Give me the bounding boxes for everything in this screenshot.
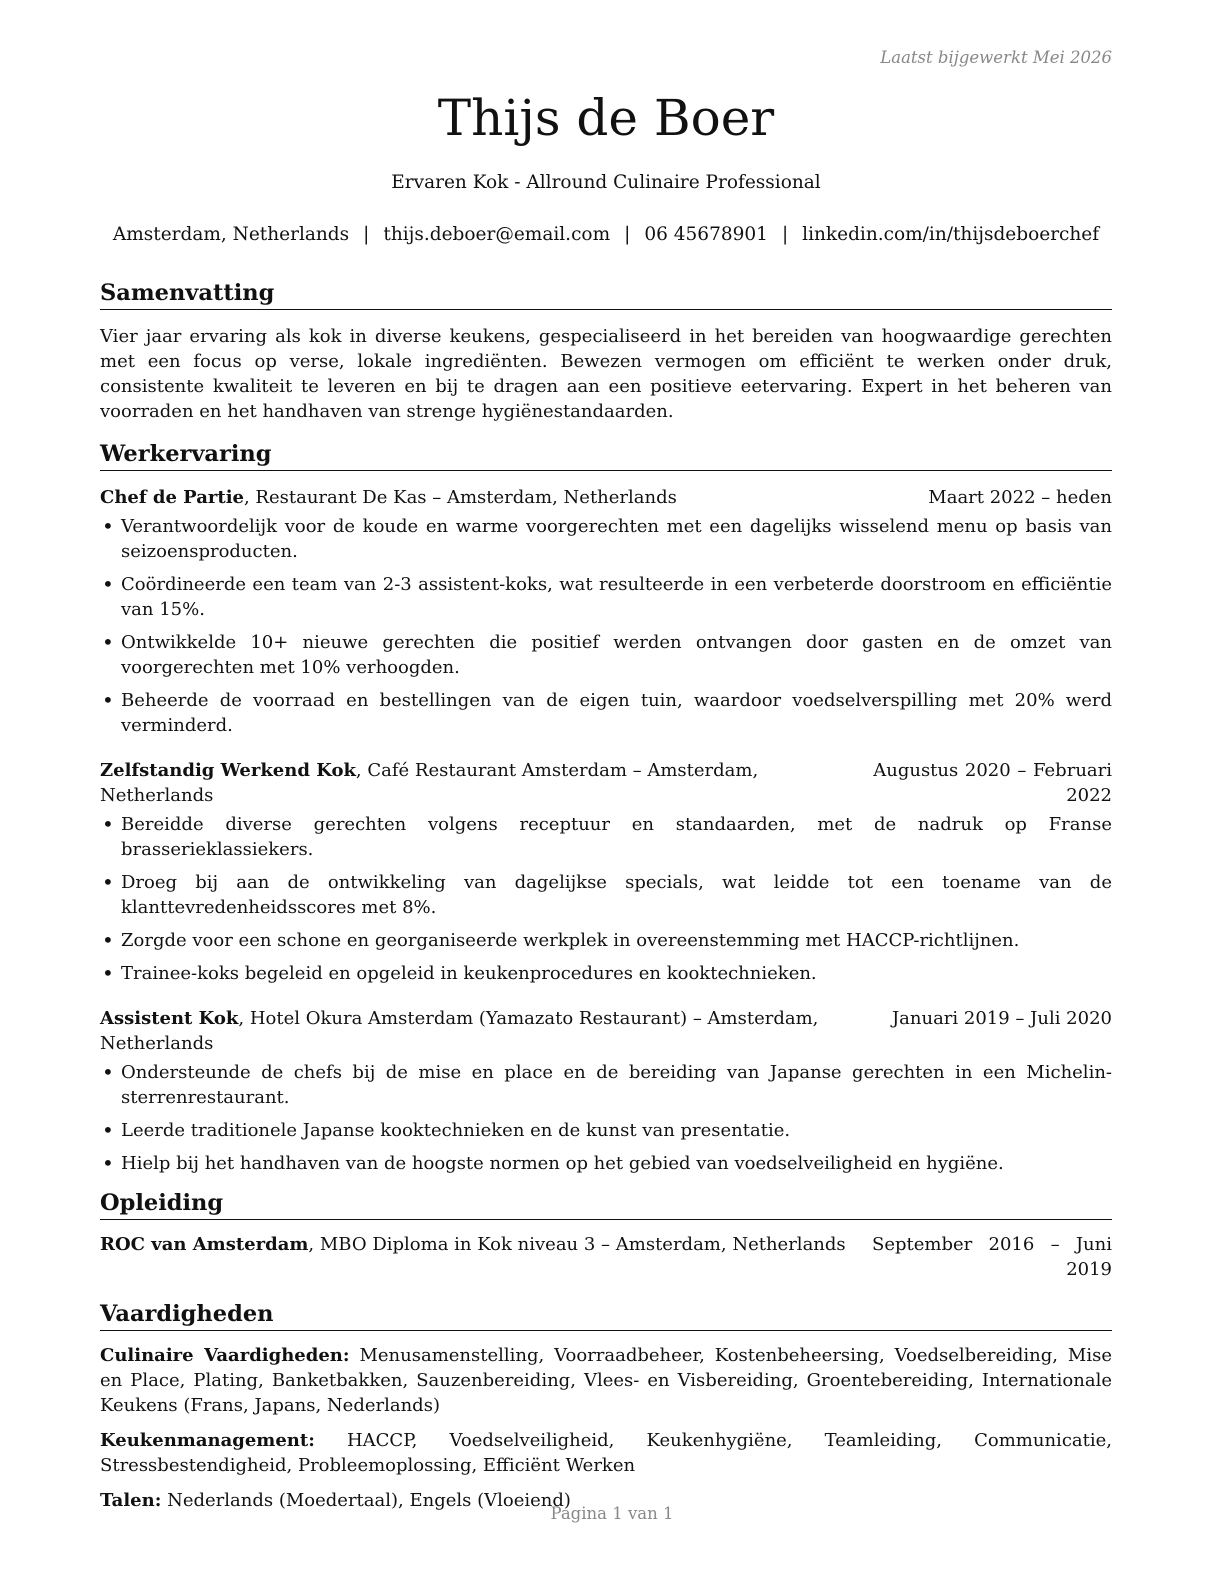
job-bullets: [100, 812, 1112, 986]
section-title-education: Opleiding: [100, 1188, 1112, 1220]
job-date: Augustus 2020 – Februari 2022: [873, 760, 1112, 806]
job-header: [100, 758, 1112, 808]
job-header: [100, 1006, 1112, 1056]
job-bullet: • Coördineerde een team van 2-3 assistent-koks, wat resulteerde in een verbeterde doorstroom en efficiëntie van 15%.: [100, 572, 1112, 622]
skill-label: Talen:: [100, 1490, 162, 1511]
contact-phone[interactable]: 06 45678901: [644, 224, 768, 245]
section-title-skills: Vaardigheden: [100, 1299, 1112, 1331]
job-bullet: • Beheerde de voorraad en bestellingen van de eigen tuin, waardoor voedselverspilling met 20% werd verminderd.: [100, 688, 1112, 738]
job-bullet: • Ontwikkelde 10+ nieuwe gerechten die positief werden ontvangen door gasten en de omzet van voorgerechten met 10% verhoogden.: [100, 630, 1112, 680]
job-role: Chef de Partie: [100, 487, 244, 508]
contact-separator: |: [363, 224, 370, 245]
section-title-summary: Samenvatting: [100, 278, 1112, 310]
contact-line: [86, 222, 1126, 247]
skill-group: [100, 1428, 1112, 1478]
education-section: [100, 1188, 1112, 1282]
job-date: Januari 2019 – Juli 2020: [891, 1008, 1112, 1029]
page-footer: Pagina 1 van 1: [550, 1504, 674, 1523]
job-employer: , Restaurant De Kas – Amsterdam, Netherlands: [243, 487, 677, 508]
experience-section: [100, 439, 1112, 1176]
job-role: Zelfstandig Werkend Kok: [100, 760, 356, 781]
job-bullet: • Trainee-koks begeleid en opgeleid in keukenprocedures en kooktechnieken.: [100, 961, 1112, 986]
skill-value: HACCP, Voedselveiligheid, Keukenhygiëne, Teamleiding, Communicatie, Stressbestendigheid, Probleemoplossing, Efficiënt Werken: [100, 1430, 1112, 1476]
candidate-name: Thijs de Boer: [437, 89, 775, 147]
summary-text: Vier jaar ervaring als kok in diverse keukens, gespecialiseerd in het bereiden van hoogwaardige gerechten met een focus op verse, lokale ingrediënten. Bewezen vermogen om efficiënt te werken onder druk, consistente kwaliteit te leveren en bij te dragen aan een positieve eetervaring. Expert in het beheren van voorraden en het handhaven van strenge hygiënestandaarden.: [100, 326, 1112, 422]
job-employer: , Café Restaurant Amsterdam – Amsterdam, Netherlands: [100, 760, 759, 806]
job-entry: [100, 758, 1112, 986]
contact-location: Amsterdam, Netherlands: [112, 224, 350, 245]
summary-section: [100, 278, 1112, 424]
contact-linkedin[interactable]: linkedin.com/in/thijsdeboerchef: [802, 224, 1100, 245]
job-entry: [100, 485, 1112, 738]
skills-section: [100, 1299, 1112, 1513]
job-bullet: • Droeg bij aan de ontwikkeling van dagelijkse specials, wat leidde tot een toename van de klanttevredenheidsscores met 8%.: [100, 870, 1112, 920]
section-title-experience: Werkervaring: [100, 439, 1112, 471]
education-entry: [100, 1232, 1112, 1282]
education-header: [100, 1232, 1112, 1282]
candidate-subtitle: Ervaren Kok - Allround Culinaire Professional: [391, 172, 821, 193]
education-date: September 2016 – Juni 2019: [872, 1234, 1112, 1280]
contact-email[interactable]: thijs.deboer@email.com: [383, 224, 611, 245]
job-bullet: • Leerde traditionele Japanse kooktechnieken en de kunst van presentatie.: [100, 1118, 1112, 1143]
job-bullet: • Bereidde diverse gerechten volgens receptuur en standaarden, met de nadruk op Franse brasserieklassiekers.: [100, 812, 1112, 862]
job-bullet: • Ondersteunde de chefs bij de mise en place en de bereiding van Japanse gerechten in een Michelin-sterrenrestaurant.: [100, 1060, 1112, 1110]
education-detail: , MBO Diploma in Kok niveau 3 – Amsterdam, Netherlands: [308, 1234, 846, 1255]
job-bullet: • Zorgde voor een schone en georganiseerde werkplek in overeenstemming met HACCP-richtlijnen.: [100, 928, 1112, 953]
last-updated: Laatst bijgewerkt Mei 2026: [880, 48, 1112, 67]
job-role: Assistent Kok: [100, 1008, 239, 1029]
job-bullet: • Hielp bij het handhaven van de hoogste normen op het gebied van voedselveiligheid en hygiëne.: [100, 1151, 1112, 1176]
job-header: [100, 485, 1112, 510]
job-date: Maart 2022 – heden: [928, 487, 1112, 508]
skill-group: [100, 1343, 1112, 1418]
job-bullets: [100, 514, 1112, 738]
job-entry: [100, 1006, 1112, 1176]
skill-value: Nederlands (Moedertaal), Engels (Vloeiend): [161, 1490, 571, 1511]
skill-label: Culinaire Vaardigheden:: [100, 1345, 350, 1366]
skill-label: Keukenmanagement:: [100, 1430, 315, 1451]
contact-separator: |: [624, 224, 631, 245]
job-bullets: [100, 1060, 1112, 1176]
contact-separator: |: [781, 224, 789, 245]
education-school: ROC van Amsterdam: [100, 1234, 309, 1255]
skill-value: Menusamenstelling, Voorraadbeheer, Kostenbeheersing, Voedselbereiding, Mise en Place, Plating, Banketbakken, Sauzenbereiding, Vlees- en Visbereiding, Groentebereiding, Internationale Keukens (Frans, Japans, Nederlands): [100, 1345, 1112, 1416]
job-employer: , Hotel Okura Amsterdam (Yamazato Restaurant) – Amsterdam, Netherlands: [100, 1008, 819, 1054]
job-bullet: • Verantwoordelijk voor de koude en warme voorgerechten met een dagelijks wisselend menu op basis van seizoensproducten.: [100, 514, 1112, 564]
